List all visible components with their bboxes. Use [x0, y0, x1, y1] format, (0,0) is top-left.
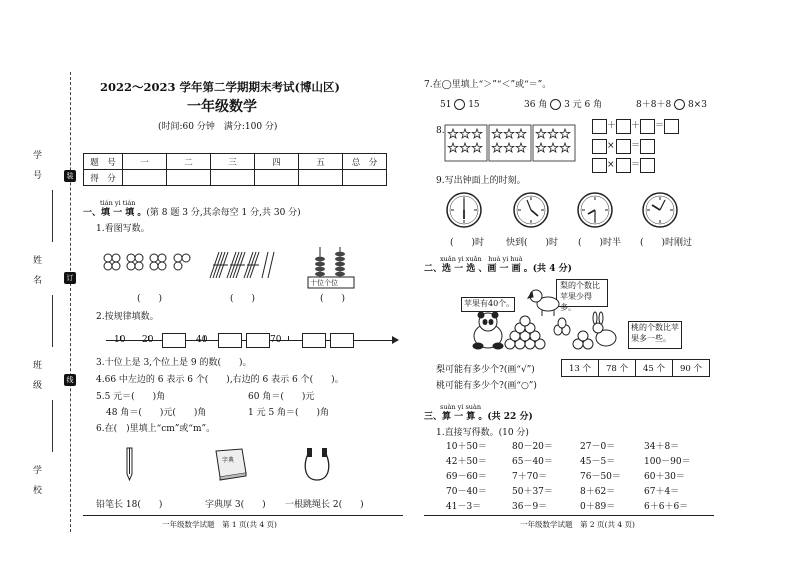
- margin-name-line: [52, 295, 53, 347]
- q5c-text: 48 角＝( )元( )角: [106, 408, 207, 418]
- page-footer-2: 一年级数学试题 第 2 页(共 4 页): [520, 520, 635, 529]
- q5d-text: 1 元 5 角＝( )角: [248, 408, 330, 418]
- bubble-pears: 梨的个数比苹果少得多。: [560, 281, 600, 312]
- number-line-value: 10: [114, 335, 126, 345]
- q8-operator: ＝: [631, 141, 641, 151]
- subject-title: 一年级数学: [187, 99, 257, 115]
- exam-meta: (时间:60 分钟 满分:100 分): [158, 122, 278, 132]
- score-input-cell[interactable]: [123, 170, 167, 186]
- section3-pinyin: suàn yi suàn: [440, 403, 482, 411]
- calc-item[interactable]: 6＋6＋6＝: [644, 502, 689, 512]
- clock-icon: [513, 192, 549, 228]
- calc-item[interactable]: 67＋4＝: [644, 487, 680, 497]
- arrow-right-icon: [392, 336, 400, 345]
- number-line-blank[interactable]: [218, 333, 242, 348]
- compare-circle[interactable]: [550, 99, 561, 110]
- margin-id-line: [52, 190, 53, 242]
- clock-icon: [577, 192, 613, 228]
- section1-note: (第 8 题 3 分,其余每空 1 分,共 30 分): [146, 208, 301, 218]
- q6-text: 6.在( )里填上“cm”或“m”。: [96, 424, 216, 434]
- question-pears: 梨可能有多少个?(画“√”): [436, 365, 535, 375]
- calc-item[interactable]: 50＋37＝: [512, 487, 553, 497]
- q4-text: 4.66 中左边的 6 表示 6 个( ),右边的 6 表示 6 个( )。: [96, 375, 344, 385]
- abacus-label: 十位个位: [310, 279, 338, 287]
- binding-chip: 线: [64, 374, 76, 386]
- number-line-value: 20: [142, 335, 154, 345]
- bubble-apples: 苹果有40个。: [464, 299, 515, 308]
- q1-answer-blank[interactable]: ( ): [230, 294, 256, 304]
- clock-answer[interactable]: 快到( )时: [506, 238, 559, 248]
- exam-title: 2022～2023 学年第二学期期末考试(博山区): [100, 80, 340, 94]
- q8-operator: ＋: [631, 121, 641, 131]
- q8-operator: ×: [607, 141, 615, 151]
- score-table: [83, 153, 387, 186]
- section2-pinyin: xuǎn yi xuǎn huà yi huà: [440, 255, 523, 263]
- bubble-peaches: 桃的个数比苹果多一些。: [631, 323, 679, 343]
- q8-operator: ＋: [607, 121, 617, 131]
- score-input-cell[interactable]: [211, 170, 255, 186]
- calc-item[interactable]: 76－50＝: [580, 472, 621, 482]
- q7-left: 51: [440, 100, 452, 110]
- q7-right: 3 元 6 角: [564, 100, 603, 110]
- option-cell[interactable]: 78 个: [599, 360, 636, 377]
- option-cell[interactable]: 13 个: [562, 360, 599, 377]
- number-line-blank[interactable]: [330, 333, 354, 348]
- calc-item[interactable]: 36－9＝: [512, 502, 548, 512]
- q8-blank[interactable]: [616, 139, 631, 154]
- clock-answer[interactable]: ( )时: [450, 238, 485, 248]
- q8-blank[interactable]: [640, 139, 655, 154]
- stick-bundle-picture: [100, 250, 195, 276]
- clock-answer[interactable]: ( )时半: [578, 238, 622, 248]
- options-table: [561, 359, 710, 377]
- q6-jump-rope: 一根跳绳长 2( ): [285, 500, 364, 510]
- calc-item[interactable]: 69－60＝: [446, 472, 487, 482]
- q7-right: 8×3: [687, 100, 707, 110]
- q5b-text: 60 角＝( )元: [248, 392, 315, 402]
- binding-chip: 装: [64, 170, 76, 182]
- calc-instructions: 1.直接写得数。(10 分): [436, 428, 529, 438]
- stick-bundles-picture: [205, 250, 280, 280]
- margin-class-label: 班 级: [31, 360, 41, 393]
- q8-blank[interactable]: [616, 119, 631, 134]
- number-line-blank[interactable]: [162, 333, 186, 348]
- score-input-cell[interactable]: [167, 170, 211, 186]
- footer-rule: [83, 515, 403, 516]
- section1-title: 一、填 一 填 。: [83, 208, 147, 218]
- dictionary-label: 字典: [222, 457, 235, 464]
- q8-operator: ＝: [655, 121, 665, 131]
- score-header-cell: 题 号: [84, 154, 123, 170]
- q2-text: 2.按规律填数。: [96, 312, 159, 322]
- calc-item[interactable]: 8＋62＝: [580, 487, 616, 497]
- q7-row: [524, 99, 602, 111]
- calc-item[interactable]: 45－5＝: [580, 457, 616, 467]
- page-footer-1: 一年级数学试题 第 1 页(共 4 页): [162, 520, 277, 529]
- calc-item[interactable]: 42＋50＝: [446, 457, 487, 467]
- option-cell[interactable]: 45 个: [636, 360, 673, 377]
- q8-blank[interactable]: [592, 139, 607, 154]
- q7-left: 36 角: [524, 100, 548, 110]
- clock-icon: [446, 192, 482, 228]
- calc-item[interactable]: 41－3＝: [446, 502, 482, 512]
- calc-item[interactable]: 80－20＝: [512, 442, 553, 452]
- calc-item[interactable]: 0＋89＝: [580, 502, 616, 512]
- calc-item[interactable]: 100－90＝: [644, 457, 691, 467]
- calc-item[interactable]: 65－40＝: [512, 457, 553, 467]
- number-line-blank[interactable]: [246, 333, 270, 348]
- clock-icon: [642, 192, 678, 228]
- score-input-cell[interactable]: [343, 170, 387, 186]
- q8-blank[interactable]: [616, 158, 631, 173]
- binding-chip: 订: [64, 272, 76, 284]
- number-line-value: 40: [196, 335, 208, 345]
- q7-text: 7.在◯里填上“＞”“＜”或“＝”。: [424, 80, 552, 90]
- q1-answer-blank[interactable]: ( ): [137, 294, 163, 304]
- q8-blank[interactable]: [640, 119, 655, 134]
- calc-item[interactable]: 70－40＝: [446, 487, 487, 497]
- score-header-cell: 总 分: [343, 154, 387, 170]
- margin-name-label: 姓 名: [31, 255, 41, 288]
- margin-class-line: [52, 400, 53, 452]
- calc-item[interactable]: 27－0＝: [580, 442, 616, 452]
- calc-item[interactable]: 34＋8＝: [644, 442, 680, 452]
- q6-pencil: 铅笔长 18( ): [96, 500, 163, 510]
- q7-row: [636, 99, 707, 111]
- q6-dictionary: 字典厚 3( ): [205, 500, 266, 510]
- q5a-text: 5.5 元＝( )角: [96, 392, 166, 402]
- score-input-cell[interactable]: [299, 170, 343, 186]
- section1-pinyin: tián yi tián: [100, 199, 136, 207]
- compare-circle[interactable]: [674, 99, 685, 110]
- jump-rope-icon: [300, 446, 334, 484]
- question-peaches: 桃可能有多少个?(画“○”): [436, 381, 537, 391]
- pencil-icon: [123, 446, 137, 482]
- score-header-cell: 四: [255, 154, 299, 170]
- score-header-cell: 一: [123, 154, 167, 170]
- calc-item[interactable]: 10＋50＝: [446, 442, 487, 452]
- q8-blank[interactable]: [640, 158, 655, 173]
- clock-answer[interactable]: ( )时刚过: [640, 238, 693, 248]
- number-line-blank[interactable]: [302, 333, 326, 348]
- margin-id-label: 学 号: [31, 150, 41, 183]
- score-header-cell: 二: [167, 154, 211, 170]
- footer-rule: [424, 515, 714, 516]
- q7-left: 8＋8＋8: [636, 100, 672, 110]
- option-cell[interactable]: 90 个: [673, 360, 710, 377]
- q7-row: [440, 99, 480, 111]
- number-line-tick: [288, 336, 289, 341]
- score-header-cell: 五: [299, 154, 343, 170]
- binding-line: [70, 72, 71, 532]
- score-row-label: 得 分: [84, 170, 123, 186]
- q1-answer-blank[interactable]: ( ): [320, 294, 346, 304]
- q1-text: 1.看图写数。: [96, 224, 150, 234]
- q8-text: 8.: [436, 126, 445, 136]
- stars-picture: [444, 124, 576, 162]
- q8-blank[interactable]: [592, 158, 607, 173]
- margin-school-label: 学 校: [31, 465, 41, 498]
- section2-title: 二、选 一 选 、画 一 画 。(共 4 分): [424, 264, 572, 274]
- score-header-cell: 三: [211, 154, 255, 170]
- calc-item[interactable]: 60＋30＝: [644, 472, 685, 482]
- q3-text: 3.十位上是 3,个位上是 9 的数( )。: [96, 358, 252, 368]
- q9-text: 9.写出钟面上的时刻。: [436, 176, 526, 186]
- q8-blank[interactable]: [592, 119, 607, 134]
- compare-circle[interactable]: [454, 99, 465, 110]
- calc-item[interactable]: 7＋70＝: [512, 472, 548, 482]
- q8-operator: ×: [607, 160, 615, 170]
- animals-fruit-illustration: [458, 282, 628, 358]
- q8-blank[interactable]: [664, 119, 679, 134]
- score-input-cell[interactable]: [255, 170, 299, 186]
- q7-right: 15: [468, 100, 480, 110]
- section3-title: 三、算 一 算 。(共 22 分): [424, 412, 533, 422]
- q8-operator: ＝: [631, 160, 641, 170]
- number-line-value: 70: [270, 335, 282, 345]
